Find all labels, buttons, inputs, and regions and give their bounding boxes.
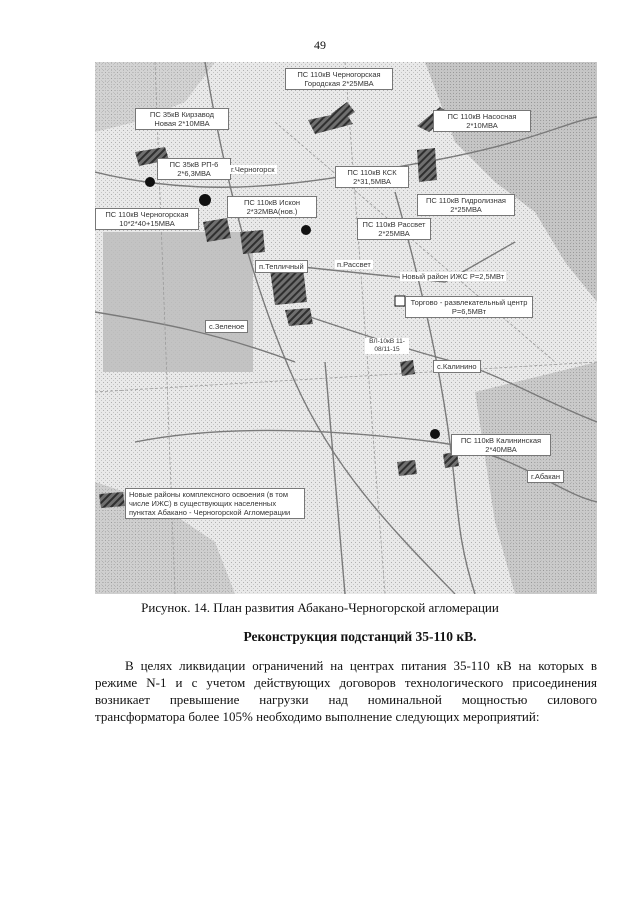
label-village-kalinino: с.Калинино [433, 360, 481, 373]
page-number: 49 [314, 38, 326, 52]
legend-new-districts: Новые районы комплексного освоения (в том числе ИЖС) в существующих населенных пунктах Абакано - Черногорской Агломерации [125, 488, 305, 519]
label-ps-gidroliznaya: ПС 110кВ Гидролизная 2*25МВА [417, 194, 515, 216]
section-heading: Реконструкция подстанций 35-110 кВ. [243, 629, 477, 644]
label-ps-chernogorskaya-gorodskaya: ПС 110кВ Черногорская Городская 2*25МВА [285, 68, 393, 90]
label-ps-kalininskaya: ПС 110кВ Калининская 2*40МВА [451, 434, 551, 456]
figure-caption: Рисунок. 14. План развития Абакано-Черногорской агломерации [141, 600, 499, 615]
label-ps-nasosnaya: ПС 110кВ Насосная 2*10МВА [433, 110, 531, 132]
label-line-note: ВЛ-10кВ 11-08/11-15 [365, 338, 409, 354]
body-paragraph [95, 657, 597, 725]
label-ps-iskon: ПС 110кВ Искон 2*32МВА(нов.) [227, 196, 317, 218]
label-ps-ksk: ПС 110кВ КСК 2*31,5МВА [335, 166, 409, 188]
label-city-chernogorsk: г.Черногорск [231, 165, 275, 174]
paragraph-line: В целях ликвидации ограничений на центрах питания 35-110 кВ на которых в [125, 658, 597, 673]
label-city-abakan: г.Абакан [527, 470, 564, 483]
paragraph-line: возникает превышение нагрузки над номинальной мощностью силового [95, 692, 597, 707]
label-ps-chernogorskaya: ПС 110кВ Черногорская 10*2*40+15МВА [95, 208, 199, 230]
label-village-rassvet: п.Рассвет [337, 260, 371, 269]
label-ps-rp6: ПС 35кВ РП-6 2*6,3МВА [157, 158, 231, 180]
label-ps-rassvet: ПС 110кВ Рассвет 2*25МВА [357, 218, 431, 240]
paragraph-line: режиме N-1 и с учетом действующих договоров технологического присоединения [95, 675, 597, 690]
label-trade-center: Торгово - развлекательный центр Р=6,5МВт [405, 296, 533, 318]
label-village-teplichny: п.Тепличный [255, 260, 308, 273]
label-village-zelenoe: с.Зеленое [205, 320, 248, 333]
label-ps-kirzavod: ПС 35кВ Кирзавод Новая 2*10МВА [135, 108, 229, 130]
development-map [95, 62, 597, 594]
label-new-district: Новый район ИЖС Р=2,5МВт [402, 272, 505, 281]
paragraph-line: трансформатора более 105% необходимо выполнение следующих мероприятий: [95, 709, 540, 724]
